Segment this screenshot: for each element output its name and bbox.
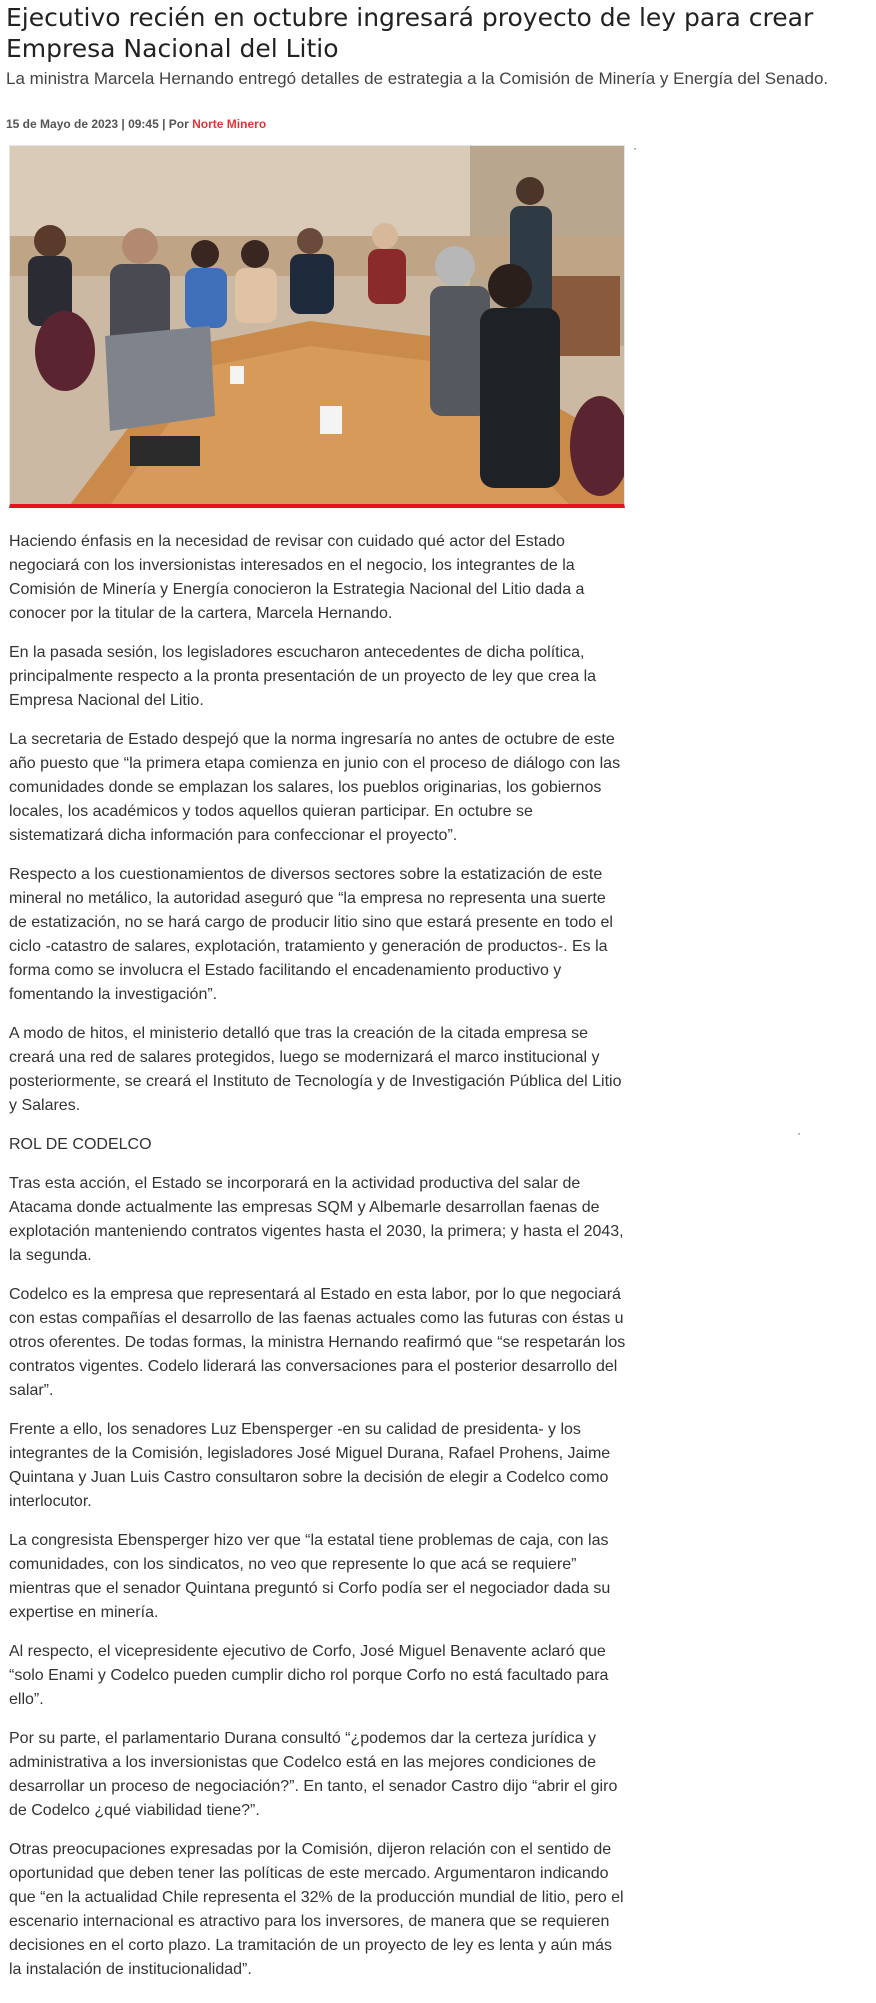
article-meta <box>6 116 266 132</box>
paragraph: En la pasada sesión, los legisladores escucharon antecedentes de dicha política, principalmente respecto a la pronta presentación de un proyecto de ley que crea la Empresa Nacional del Litio. <box>9 644 597 709</box>
paragraph: Por su parte, el parlamentario Durana consultó “¿podemos dar la certeza jurídica y administrativa a los inversionistas que Codelco está en las mejores condiciones de desarrollar un proceso de negociación?”. En tanto, el senador Castro dijo “abrir el giro de Codelco ¿qué viabilidad tiene?”. <box>9 1730 618 1819</box>
paragraph: Tras esta acción, el Estado se incorporará en la actividad productiva del salar de Atacama donde actualmente las empresas SQM y Albemarle desarrollan faenas de explotación manteniendo contratos vigentes hasta el 2030, la primera; y hasta el 2043, la segunda. <box>9 1175 624 1264</box>
article-photo <box>9 145 625 508</box>
article-title: Ejecutivo recién en octubre ingresará proyecto de ley para crear Empresa Nacional del Litio <box>6 3 814 63</box>
paragraph: Haciendo énfasis en la necesidad de revisar con cuidado qué actor del Estado negociará con los inversionistas interesados en el negocio, los integrantes de la Comisión de Minería y Energía conocieron la Estrategia Nacional del Litio dada a conocer por la titular de la cartera, Marcela Hernando. <box>9 533 585 622</box>
paragraph: Frente a ello, los senadores Luz Ebensperger -en su calidad de presidenta- y los integrantes de la Comisión, legisladores José Miguel Durana, Rafael Prohens, Jaime Quintana y Juan Luis Castro consultaron sobre la decisión de elegir a Codelco como interlocutor. <box>9 1421 611 1510</box>
meeting-photo <box>10 146 625 505</box>
section-heading: ROL DE CODELCO <box>9 1136 152 1153</box>
paragraph: A modo de hitos, el ministerio detalló que tras la creación de la citada empresa se creará una red de salares protegidos, luego se modernizará el marco institucional y posteriormente, se creará el Instituto de Tecnología y de Investigación Pública del Litio y Salares. <box>9 1025 622 1114</box>
paragraph: Codelco es la empresa que representará al Estado en esta labor, por lo que negociará con estas compañías el desarrollo de las faenas actuales como las futuras con éstas u otros oferentes. De todas formas, la ministra Hernando reafirmó que “se respetarán los contratos vigentes. Codelo liderará las conversaciones para el posterior desarrollo del salar”. <box>9 1286 626 1399</box>
paragraph: La secretaria de Estado despejó que la norma ingresaría no antes de octubre de este año puesto que “la primera etapa comienza en junio con el proceso de diálogo con las comunidades donde se emplazan los salares, los pueblos originarias, los gobiernos locales, los académicos y todos aquellos quieran participar. En octubre se sistematizará dicha información para confeccionar el proyecto”. <box>9 731 621 844</box>
decorative-dot <box>634 148 636 150</box>
paragraph: Al respecto, el vicepresidente ejecutivo de Corfo, José Miguel Benavente aclaró que “solo Enami y Codelco pueden cumplir dicho rol porque Corfo no está facultado para ello”. <box>9 1643 609 1708</box>
paragraph: Respecto a los cuestionamientos de diversos sectores sobre la estatización de este mineral no metálico, la autoridad aseguró que “la empresa no representa una suerte de estatización, no se hará cargo de producir litio sino que estará presente en todo el ciclo -catastro de salares, explotación, tratamiento y generación de productos-. Es la forma como se involucra el Estado facilitando el encadenamiento productivo y fomentando la investigación”. <box>9 866 613 1003</box>
article-subtitle: La ministra Marcela Hernando entregó detalles de estrategia a la Comisión de Minería y Energía del Senado. <box>6 69 829 88</box>
paragraph: La congresista Ebensperger hizo ver que “la estatal tiene problemas de caja, con las comunidades, con los sindicatos, no veo que represente lo que acá se requiere” mientras que el senador Quintana preguntó si Corfo podía ser el negociador dada su expertise en minería. <box>9 1532 611 1621</box>
paragraph: Otras preocupaciones expresadas por la Comisión, dijeron relación con el sentido de oportunidad que deben tener las políticas de este mercado. Argumentaron indicando que “en la actualidad Chile representa el 32% de la producción mundial de litio, pero el escenario internacional es atractivo para los inversores, de manera que se requieren decisiones en el corto plazo. La tramitación de un proyecto de ley es lenta y aún más la instalación de institucionalidad”. <box>9 1841 624 1978</box>
decorative-dot <box>798 1133 800 1135</box>
author-link[interactable]: Norte Minero <box>192 117 267 131</box>
article-date: 15 de Mayo de 2023 | 09:45 | Por <box>6 117 193 131</box>
article-body <box>9 530 626 1997</box>
